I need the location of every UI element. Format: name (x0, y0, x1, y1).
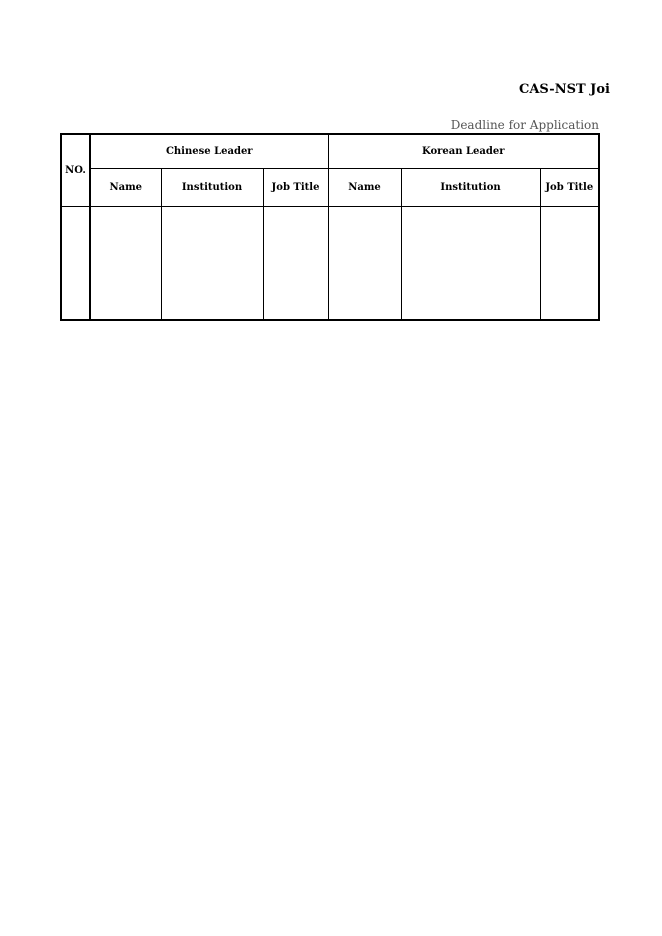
chinese-name-cell[interactable] (90, 207, 161, 321)
leader-table (60, 133, 600, 321)
korean-institution-cell[interactable] (401, 207, 540, 321)
document-title: CAS-NST Joi (519, 82, 610, 97)
korean-institution-header: Institution (401, 169, 540, 207)
no-header: NO. (61, 134, 90, 207)
table-row (61, 207, 599, 321)
korean-job-title-cell[interactable] (540, 207, 599, 321)
chinese-institution-header: Institution (161, 169, 263, 207)
korean-name-header: Name (328, 169, 401, 207)
chinese-name-header: Name (90, 169, 161, 207)
korean-job-title-header: Job Title (540, 169, 599, 207)
no-cell[interactable] (61, 207, 90, 321)
chinese-leader-header: Chinese Leader (90, 134, 328, 169)
chinese-job-title-cell[interactable] (263, 207, 328, 321)
chinese-institution-cell[interactable] (161, 207, 263, 321)
chinese-job-title-header: Job Title (263, 169, 328, 207)
korean-name-cell[interactable] (328, 207, 401, 321)
korean-leader-header: Korean Leader (328, 134, 599, 169)
deadline-label: Deadline for Application (450, 118, 599, 132)
